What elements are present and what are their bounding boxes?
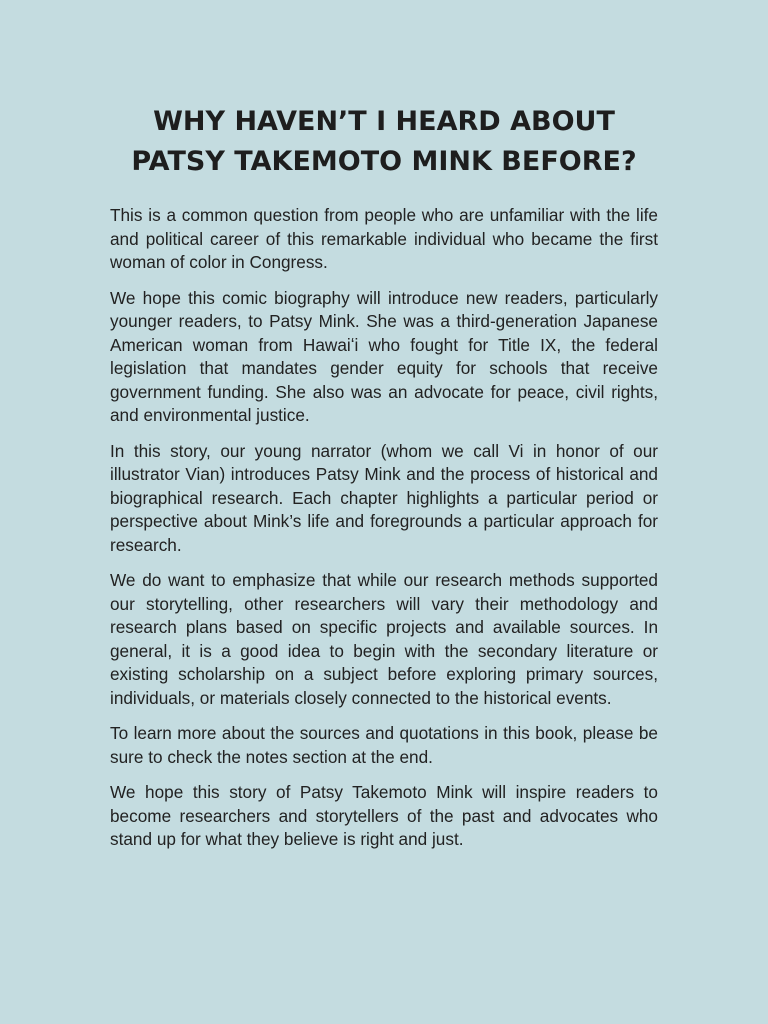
paragraph-intro-question: This is a common question from people who are unfamiliar with the life and political career of this remarkable individual who became the first woman of color in Congress.	[110, 205, 658, 272]
body-text	[110, 204, 658, 852]
page-title-line-1: WHY HAVEN’T I HEARD ABOUT	[153, 106, 615, 137]
page-title-line-2: PATSY TAKEMOTO MINK BEFORE?	[131, 146, 637, 177]
page-title	[110, 102, 658, 182]
paragraph-comic-biography: We hope this comic biography will introduce new readers, particularly younger readers, to Patsy Mink. She was a third-generation Japanese American woman from Hawaiʻi who fought for Title IX, the federal legislation that mandates gender equity for schools that receive government funding. She also was an advocate for peace, civil rights, and environmental justice.	[110, 287, 658, 425]
paragraph-notes-section: To learn more about the sources and quotations in this book, please be sure to check the notes section at the end.	[110, 723, 658, 767]
paragraph-closing-hope: We hope this story of Patsy Takemoto Mink will inspire readers to become researchers and storytellers of the past and advocates who stand up for what they believe is right and just.	[110, 782, 658, 849]
paragraph-research-methods: We do want to emphasize that while our research methods supported our storytelling, other researchers will vary their methodology and research plans based on specific projects and available sources. In general, it is a good idea to begin with the secondary literature or existing scholarship on a subject before exploring primary sources, individuals, or materials closely connected to the historical events.	[110, 570, 658, 708]
paragraph-narrator: In this story, our young narrator (whom we call Vi in honor of our illustrator Vian) introduces Patsy Mink and the process of historical and biographical research. Each chapter highlights a particular period or perspective about Mink’s life and foregrounds a particular approach for research.	[110, 440, 658, 555]
